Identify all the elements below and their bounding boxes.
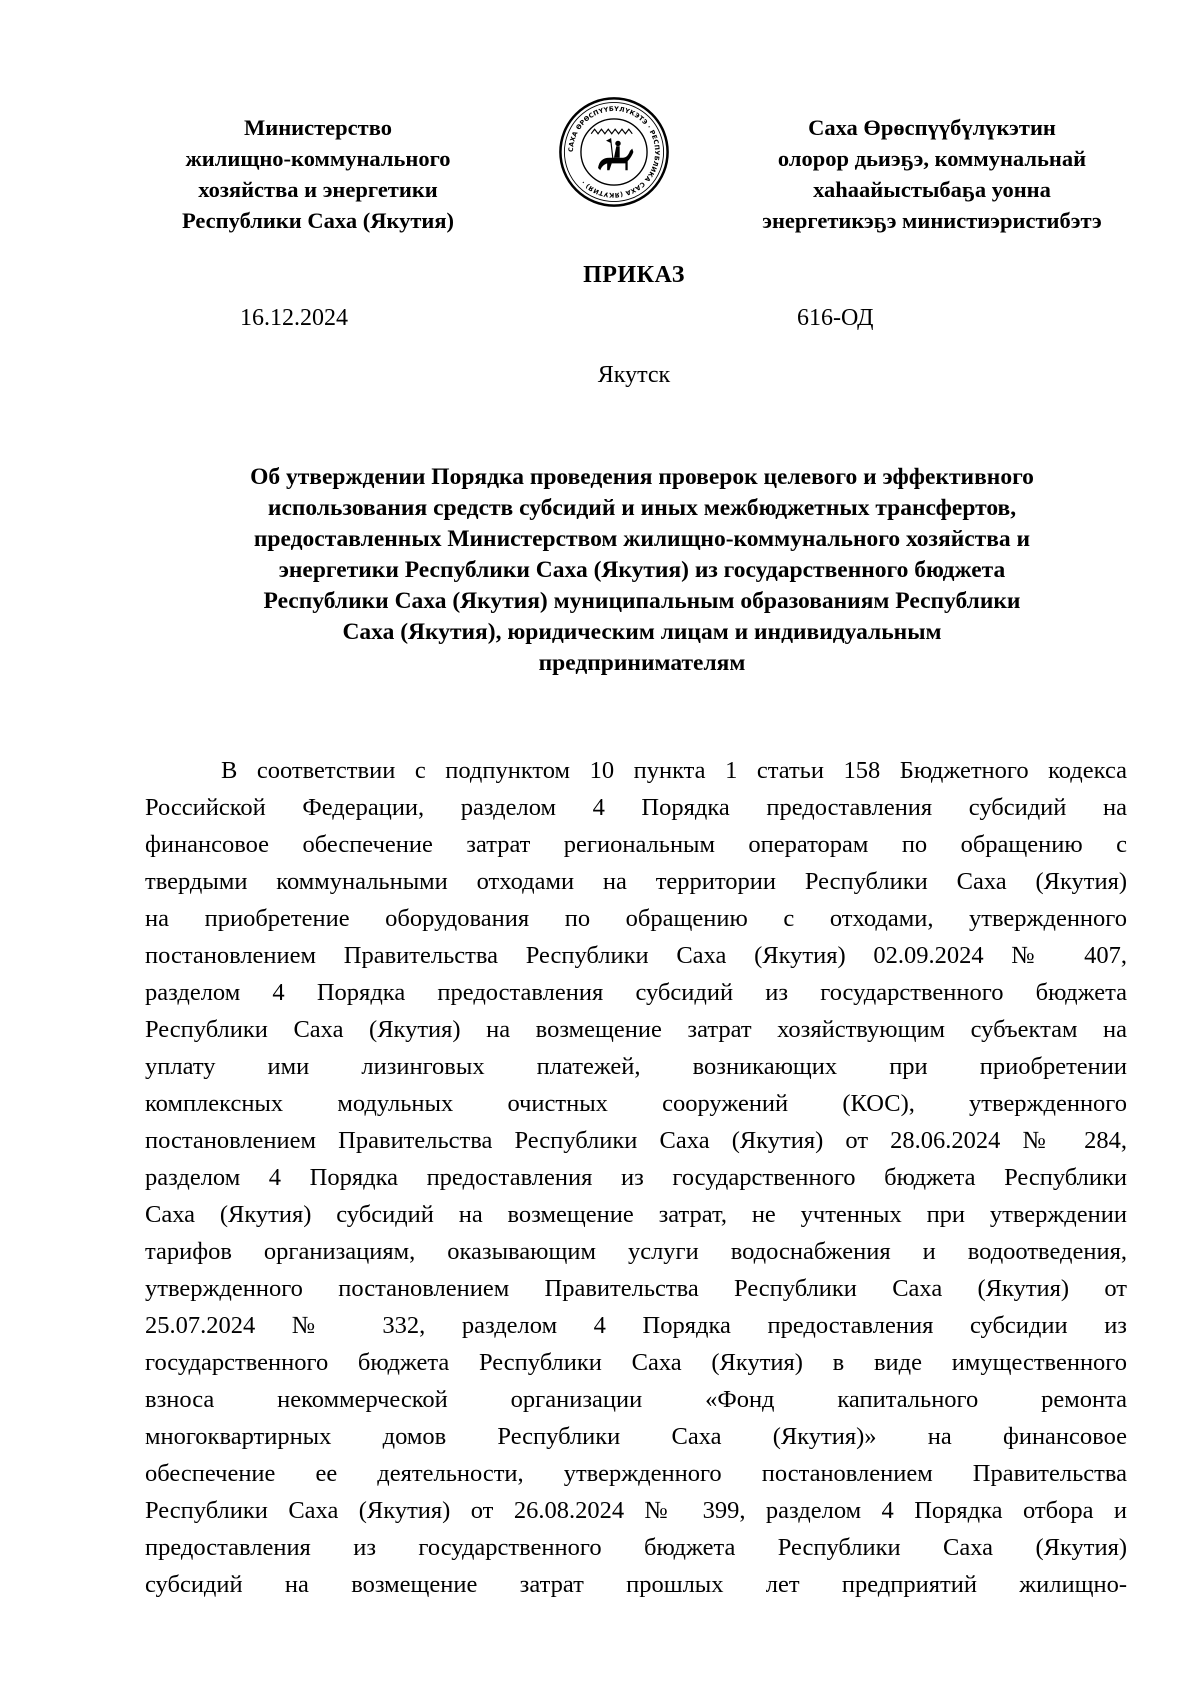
header-left-line: Министерство [244, 115, 392, 140]
title-line: Об утверждении Порядка проведения проверок целевого и эффективного [250, 464, 1034, 490]
body-line: государственного бюджета Республики Саха (Якутия) в виде имущественного [145, 1349, 1127, 1376]
header-right-line: хаһаайыстыбаҕа уонна [813, 177, 1051, 202]
body-line: многоквартирных домов Республики Саха (Якутия)» на финансовое [145, 1423, 1127, 1450]
document-title [142, 462, 1142, 679]
document-date: 16.12.2024 [240, 305, 348, 331]
header-right-line: олорор дьиэҕэ, коммунальнай [777, 146, 1087, 171]
document-city: Якутск [597, 362, 671, 388]
body-line: разделом 4 Порядка предоставления из государственного бюджета Республики [145, 1164, 1127, 1191]
ministry-name-russian [148, 112, 488, 236]
body-line: на приобретение оборудования по обращению с отходами, утвержденного [145, 905, 1127, 932]
body-line: разделом 4 Порядка предоставления субсидий из государственного бюджета [145, 979, 1127, 1006]
title-line: Саха (Якутия), юридическим лицам и индивидуальным [342, 619, 942, 645]
title-line: предоставленных Министерством жилищно-коммунального хозяйства и [253, 526, 1031, 552]
document-type: ПРИКАЗ [583, 262, 685, 288]
body-line: уплату ими лизинговых платежей, возникающих при приобретении [145, 1053, 1127, 1080]
header-right-line: энергетикэҕэ министиэристибэтэ [762, 208, 1102, 233]
emblem-ring-text: САХА ӨРӨСПҮҮБҮЛҮКЭТЭ · РЕСПУБЛИКА САХА (ЯКУТИЯ) · [566, 104, 662, 200]
body-line: Российской Федерации, разделом 4 Порядка предоставления субсидий на [145, 794, 1127, 821]
body-line: комплексных модульных очистных сооружений (КОС), утвержденного [145, 1090, 1127, 1117]
header-left-line: жилищно-коммунального [185, 146, 451, 171]
body-line: субсидий на возмещение затрат прошлых лет предприятий жилищно- [145, 1571, 1127, 1598]
title-line: предпринимателям [538, 650, 746, 676]
republic-emblem-icon [557, 95, 671, 209]
body-line: 25.07.2024 № 332, разделом 4 Порядка предоставления субсидии из [145, 1312, 1127, 1339]
title-line: использования средств субсидий и иных межбюджетных трансфертов, [267, 495, 1017, 521]
body-line: постановлением Правительства Республики Саха (Якутия) 02.09.2024 № 407, [145, 942, 1127, 969]
body-line: В соответствии с подпунктом 10 пункта 1 статьи 158 Бюджетного кодекса [221, 757, 1127, 784]
body-line: обеспечение ее деятельности, утвержденного постановлением Правительства [145, 1460, 1127, 1487]
header-right-line: Саха Өрөспүүбүлүкэтин [808, 115, 1056, 140]
body-line: Республики Саха (Якутия) на возмещение затрат хозяйствующим субъектам на [145, 1016, 1127, 1043]
document-number: 616-ОД [797, 305, 874, 331]
title-line: Республики Саха (Якутия) муниципальным образованиям Республики [263, 588, 1021, 614]
body-line: предоставления из государственного бюджета Республики Саха (Якутия) [145, 1534, 1127, 1561]
title-line: энергетики Республики Саха (Якутия) из государственного бюджета [278, 557, 1006, 583]
body-line: Республики Саха (Якутия) от 26.08.2024 № 399, разделом 4 Порядка отбора и [145, 1497, 1127, 1524]
ministry-name-yakut [722, 112, 1142, 236]
body-line: тарифов организациям, оказывающим услуги водоснабжения и водоотведения, [145, 1238, 1127, 1265]
body-line: Саха (Якутия) субсидий на возмещение затрат, не учтенных при утверждении [145, 1201, 1127, 1228]
body-line: финансовое обеспечение затрат региональным операторам по обращению с [145, 831, 1127, 858]
body-line: постановлением Правительства Республики Саха (Якутия) от 28.06.2024 № 284, [145, 1127, 1127, 1154]
body-line: утвержденного постановлением Правительства Республики Саха (Якутия) от [145, 1275, 1127, 1302]
header-left-line: Республики Саха (Якутия) [181, 208, 455, 233]
body-line: твердыми коммунальными отходами на территории Республики Саха (Якутия) [145, 868, 1127, 895]
header-left-line: хозяйства и энергетики [198, 177, 438, 202]
body-line: взноса некоммерческой организации «Фонд капитального ремонта [145, 1386, 1127, 1413]
document-body [145, 752, 1127, 1603]
